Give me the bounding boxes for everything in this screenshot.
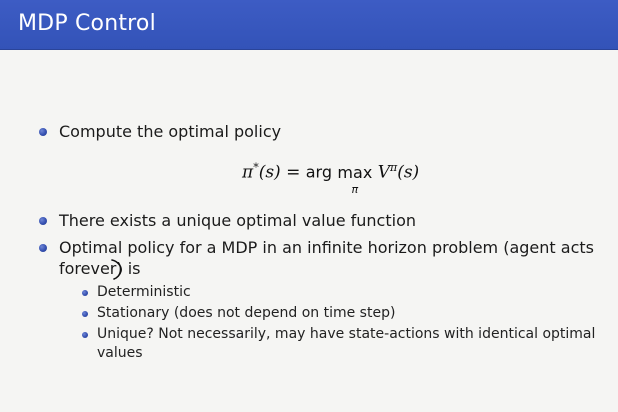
bullet-text-compute-policy: Compute the optimal policy [59, 122, 282, 141]
sub-bullet-text-deterministic: Deterministic [97, 284, 191, 300]
sub-bullet-icon [82, 311, 88, 317]
formula-arg: arg [305, 162, 333, 182]
formula-lhs-arg: (s) [258, 162, 281, 183]
bullet-text-unique-value: There exists a unique optimal value function [59, 211, 416, 230]
pen-annotation-icon [108, 258, 138, 280]
sub-bullet-text-unique-line1: Unique? Not necessarily, may have state-actions with identical optimal [97, 326, 596, 342]
formula-max-sub: π [351, 182, 359, 196]
bullet-icon [39, 128, 47, 136]
formula-star: * [253, 161, 259, 174]
bullet-text-infinite-horizon-line2: forever) is [59, 259, 141, 278]
sub-bullet-icon [82, 290, 88, 296]
sub-bullet-icon [82, 332, 88, 338]
formula-pi: π [242, 162, 254, 183]
bullet-icon [39, 217, 47, 225]
bullet-icon [39, 244, 47, 252]
formula-v: V [377, 162, 390, 183]
formula-v-sup: π [389, 161, 398, 174]
formula-equals: = [286, 162, 301, 183]
slide-title: MDP Control [18, 11, 156, 36]
sub-bullet-text-unique-line2: values [97, 345, 143, 361]
sub-bullet-text-stationary: Stationary (does not depend on time step) [97, 305, 396, 321]
optimal-policy-formula [242, 161, 420, 196]
formula-rhs-arg: (s) [397, 162, 420, 183]
formula-max: max [337, 162, 373, 182]
title-bar [0, 0, 618, 49]
bullet-text-infinite-horizon-line1: Optimal policy for a MDP in an infinite horizon problem (agent acts [59, 238, 594, 257]
formula-argmax [337, 162, 373, 196]
